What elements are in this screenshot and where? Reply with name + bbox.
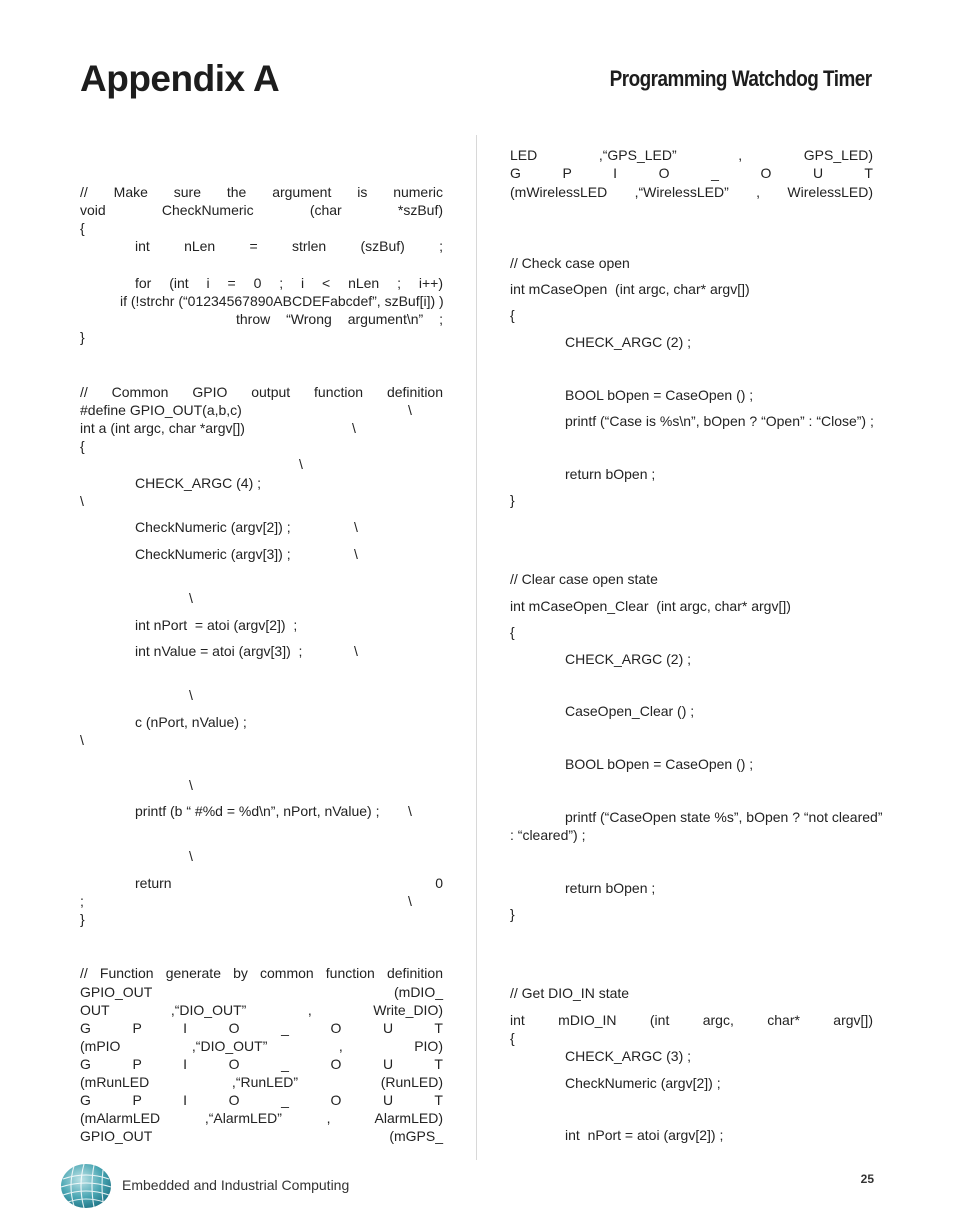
code-line: (mRunLED ,“RunLED” (RunLED) [80, 1074, 443, 1090]
code-line: CaseOpen_Clear () ; [565, 703, 695, 719]
line-continuation: \ [352, 420, 356, 436]
code-text: printf (b “ #%d = %d\n”, nPort, nValue) ; [135, 803, 380, 819]
code-comment: // Clear case open state [510, 571, 658, 587]
code-line: void CheckNumeric (char *szBuf) [80, 202, 443, 218]
code-line: : “cleared”) ; [510, 827, 586, 843]
code-line: int nLen = strlen (szBuf) ; [135, 238, 443, 254]
code-line: (mAlarmLED ,“AlarmLED” , AlarmLED) [80, 1110, 443, 1126]
code-text: CheckNumeric (argv[3]) ; [135, 546, 291, 562]
code-line: printf (“CaseOpen state %s”, bOpen ? “not cleared” [565, 809, 883, 825]
code-line: CHECK_ARGC (3) ; [565, 1048, 692, 1064]
code-line: } [80, 911, 85, 927]
code-line: OUT ,“DIO_OUT” , Write_DIO) [80, 1002, 443, 1018]
code-line: int mCaseOpen (int argc, char* argv[]) [510, 281, 750, 297]
code-line: BOOL bOpen = CaseOpen () ; [565, 387, 754, 403]
code-line: LED ,“GPS_LED” , GPS_LED) [510, 147, 873, 163]
code-line: CHECK_ARGC (2) ; [565, 651, 692, 667]
code-line: } [510, 906, 515, 922]
code-line [80, 419, 443, 437]
code-line: { [510, 307, 515, 323]
code-line: } [510, 492, 515, 508]
line-continuation: \ [189, 687, 193, 703]
code-line: CHECK_ARGC (2) ; [565, 334, 692, 350]
column-divider [476, 135, 477, 1160]
line-continuation: \ [408, 803, 412, 819]
code-line: { [510, 1030, 515, 1046]
code-line: int nPort = atoi (argv[2]) ; [135, 617, 298, 633]
code-line: { [510, 624, 515, 640]
code-comment: // Common GPIO output function definition [80, 384, 443, 400]
code-text: GPIO_OUT [80, 1128, 153, 1144]
code-comment: // Make sure the argument is numeric [80, 184, 443, 200]
code-text: CheckNumeric (argv[2]) ; [135, 519, 291, 535]
code-line: return bOpen ; [565, 466, 656, 482]
appendix-title: Appendix A [80, 58, 280, 99]
code-line: { [80, 438, 85, 454]
code-line: c (nPort, nValue) ; [135, 714, 247, 730]
code-line: G P I O _ O U T [80, 1056, 443, 1072]
code-line: \ [80, 732, 84, 748]
code-line: throw “Wrong argument\n” ; [236, 311, 443, 327]
code-text: GPIO_OUT [80, 984, 153, 1000]
code-comment: // Function generate by common function definition [80, 965, 443, 981]
line-continuation: \ [408, 402, 412, 418]
code-text: (mGPS_ [389, 1128, 443, 1144]
code-line: printf (“Case is %s\n”, bOpen ? “Open” : “Close”) ; [565, 413, 874, 429]
code-line: G P I O _ O U T [80, 1020, 443, 1036]
code-text: #define GPIO_OUT(a,b,c) [80, 402, 242, 418]
code-line: int mCaseOpen_Clear (int argc, char* argv[]) [510, 598, 791, 614]
code-comment: // Check case open [510, 255, 630, 271]
section-title: Programming Watchdog Timer [609, 66, 872, 91]
code-line: (mWirelessLED ,“WirelessLED” , WirelessLED) [510, 184, 873, 200]
code-line: (mPIO ,“DIO_OUT” , PIO) [80, 1038, 443, 1054]
code-line: BOOL bOpen = CaseOpen () ; [565, 756, 754, 772]
code-line: G P I O _ O U T [510, 165, 873, 181]
code-line: return bOpen ; [565, 880, 656, 896]
code-comment: // Get DIO_IN state [510, 985, 630, 1001]
line-continuation: \ [354, 519, 358, 535]
code-line: G P I O _ O U T [80, 1092, 443, 1108]
line-continuation: \ [189, 590, 193, 606]
code-text: int a (int argc, char *argv[]) [80, 420, 245, 436]
line-continuation: \ [299, 456, 303, 472]
globe-logo-icon [60, 1163, 112, 1209]
code-line: \ [80, 493, 84, 509]
footer-company: Embedded and Industrial Computing [122, 1177, 350, 1193]
code-line [80, 401, 443, 419]
code-line: } [80, 329, 85, 345]
code-line [80, 1127, 443, 1145]
code-text: int nValue = atoi (argv[3]) ; [135, 643, 303, 659]
page-number: 25 [860, 1172, 874, 1186]
code-text: 0 [435, 875, 443, 891]
code-line: for (int i = 0 ; i < nLen ; i++) [135, 275, 443, 291]
line-continuation: \ [408, 893, 412, 909]
code-text: (mDIO_ [394, 984, 443, 1000]
code-text: ; [80, 893, 84, 909]
code-line [80, 892, 443, 910]
code-line: { [80, 220, 85, 236]
code-line: int nPort = atoi (argv[2]) ; [565, 1127, 724, 1143]
code-line: CheckNumeric (argv[2]) ; [565, 1075, 721, 1091]
line-continuation: \ [189, 777, 193, 793]
line-continuation: \ [354, 643, 358, 659]
code-line: int mDIO_IN (int argc, char* argv[]) [510, 1012, 873, 1028]
code-line [80, 983, 443, 1001]
code-line: if (!strchr (“01234567890ABCDEFabcdef”, szBuf[i]) ) [120, 293, 444, 309]
code-text: return [135, 875, 172, 891]
line-continuation: \ [354, 546, 358, 562]
line-continuation: \ [189, 848, 193, 864]
code-line: CHECK_ARGC (4) ; [135, 475, 262, 491]
